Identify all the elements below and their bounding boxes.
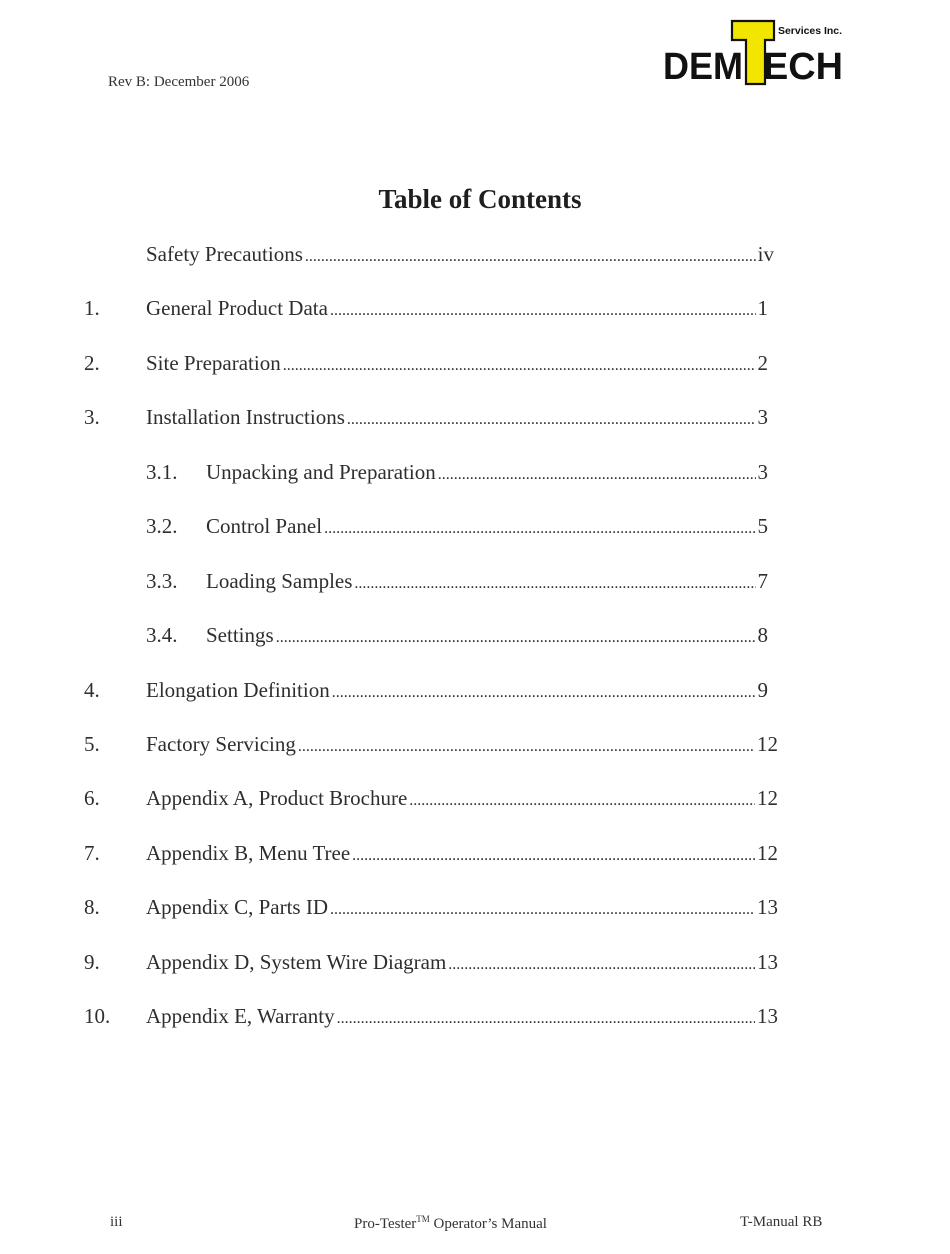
toc-leader-dots xyxy=(330,296,756,326)
toc-entry-page: iv xyxy=(757,242,774,266)
toc-entry-title: Appendix A, Product Brochure xyxy=(146,786,408,810)
toc-entry-appendix-b[interactable] xyxy=(0,838,950,868)
toc-entry-number: 6. xyxy=(84,786,100,810)
toc-entry-title: Loading Samples xyxy=(206,569,353,593)
footer-title-suffix: Operator’s Manual xyxy=(429,1216,547,1232)
toc-entry-title: Elongation Definition xyxy=(146,678,330,702)
toc-entry-number: 3.3. xyxy=(146,569,178,593)
toc-entry-title: Control Panel xyxy=(206,514,323,538)
toc-entry-page: 12 xyxy=(757,786,778,810)
toc-entry-number: 5. xyxy=(84,732,100,756)
toc-entry-number: 7. xyxy=(84,841,100,865)
toc-entry-title: General Product Data xyxy=(146,296,328,320)
toc-entry-number: 3.2. xyxy=(146,514,178,538)
toc-entry-page: 1 xyxy=(757,296,768,320)
revision-label: Rev B: December 2006 xyxy=(108,74,250,90)
toc-entry-number: 9. xyxy=(84,950,100,974)
toc-leader-dots xyxy=(347,405,756,435)
toc-entry-page: 13 xyxy=(757,895,778,919)
toc-entry-title: Appendix B, Menu Tree xyxy=(146,841,351,865)
toc-entry-elongation-definition[interactable] xyxy=(0,675,950,705)
toc-entry-title: Settings xyxy=(206,623,274,647)
toc-leader-dots xyxy=(283,351,756,381)
toc-entry-appendix-a[interactable] xyxy=(0,783,950,813)
toc-entry-title: Safety Precautions xyxy=(146,242,303,266)
toc-entry-title: Installation Instructions xyxy=(146,405,345,429)
toc-entry-number: 2. xyxy=(84,351,100,375)
toc-entry-appendix-e[interactable] xyxy=(0,1001,950,1031)
toc-leader-dots xyxy=(305,242,756,272)
logo-name-left: DEM xyxy=(663,46,743,88)
logo-tagline: Services Inc. xyxy=(778,26,843,37)
toc-leader-dots xyxy=(276,623,756,653)
toc-leader-dots xyxy=(298,732,755,762)
toc-leader-dots xyxy=(354,569,755,599)
trademark-mark: TM xyxy=(416,1214,430,1224)
footer-manual-title xyxy=(354,1214,547,1233)
toc-entry-settings[interactable] xyxy=(0,620,950,650)
toc-entry-title: Appendix C, Parts ID xyxy=(146,895,328,919)
toc-entry-title: Unpacking and Preparation xyxy=(206,460,436,484)
toc-entry-page: 2 xyxy=(757,351,768,375)
footer-page-number: iii xyxy=(110,1214,123,1230)
toc-entry-title: Appendix E, Warranty xyxy=(146,1004,335,1028)
toc-entry-control-panel[interactable] xyxy=(0,511,950,541)
toc-leader-dots xyxy=(448,950,755,980)
toc-entry-safety-precautions[interactable] xyxy=(0,239,950,269)
toc-entry-appendix-c[interactable] xyxy=(0,892,950,922)
toc-entry-page: 9 xyxy=(757,678,768,702)
toc-entry-number: 10. xyxy=(84,1004,111,1028)
footer-product-name: Pro-Tester xyxy=(354,1216,417,1232)
toc-entry-page: 13 xyxy=(757,950,778,974)
toc-entry-number: 8. xyxy=(84,895,100,919)
toc-title: Table of Contents xyxy=(378,184,582,214)
toc-entry-appendix-d[interactable] xyxy=(0,947,950,977)
toc-entry-page: 3 xyxy=(757,460,768,484)
toc-entry-number: 3.1. xyxy=(146,460,178,484)
toc-leader-dots xyxy=(332,678,756,708)
toc-leader-dots xyxy=(337,1004,755,1034)
toc-entry-page: 8 xyxy=(757,623,768,647)
toc-entry-number: 1. xyxy=(84,296,100,320)
toc-entry-title: Appendix D, System Wire Diagram xyxy=(146,950,447,974)
toc-leader-dots xyxy=(438,460,756,490)
toc-entry-factory-servicing[interactable] xyxy=(0,729,950,759)
toc-entry-page: 5 xyxy=(757,514,768,538)
toc-entry-title: Site Preparation xyxy=(146,351,281,375)
toc-leader-dots xyxy=(324,514,755,544)
toc-leader-dots xyxy=(409,786,755,816)
toc-leader-dots xyxy=(352,841,755,871)
toc-entry-general-product-data[interactable] xyxy=(0,293,950,323)
toc-entry-unpacking-and-preparation[interactable] xyxy=(0,457,950,487)
toc-entry-installation-instructions[interactable] xyxy=(0,402,950,432)
toc-entry-page: 12 xyxy=(757,732,778,756)
toc-entry-loading-samples[interactable] xyxy=(0,566,950,596)
toc-entry-title: Factory Servicing xyxy=(146,732,296,756)
toc-leader-dots xyxy=(330,895,755,925)
footer-doc-code: T-Manual RB xyxy=(740,1214,823,1230)
toc-entry-site-preparation[interactable] xyxy=(0,348,950,378)
toc-entry-number: 4. xyxy=(84,678,100,702)
toc-entry-page: 12 xyxy=(757,841,778,865)
toc-entry-number: 3. xyxy=(84,405,100,429)
toc-entry-page: 7 xyxy=(757,569,768,593)
logo-name-right: ECH xyxy=(763,46,843,88)
toc-entry-page: 3 xyxy=(757,405,768,429)
toc-entry-page: 13 xyxy=(757,1004,778,1028)
toc-entry-number: 3.4. xyxy=(146,623,178,647)
